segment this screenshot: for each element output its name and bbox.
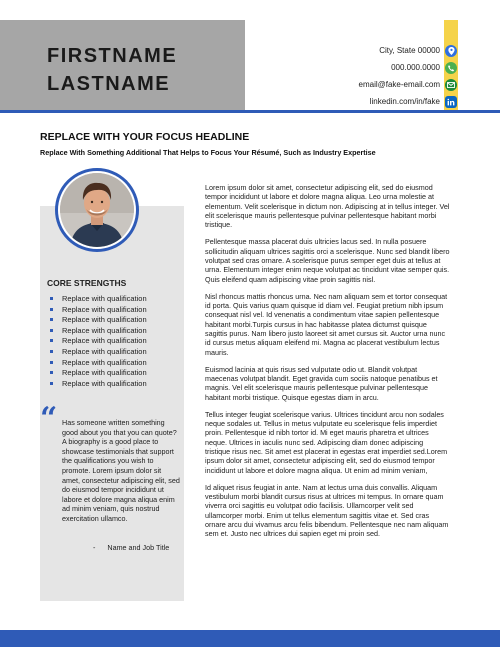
list-item: Replace with qualification: [50, 326, 180, 337]
sidebar-panel: [40, 206, 184, 601]
body-paragraph: Id aliquet risus feugiat in ante. Nam at lectus urna duis convallis. Aliquam vestibulum morbi blandit cursus risus at ultrices mi tempus. In ornare quam viverra orci sagittis eu volutpat odio facilisis. Ullamcorper velit sed ullamcorper morbi. Enim ut tellus elementum sagittis vitae et. Sed cras ornare arcu dui vivamus arcu felis bibendum. Pellentesque nec nam aliquam sem et. Justo nec ultrices dui sapien eget mi proin sed.: [205, 482, 449, 539]
bullet-icon: [50, 361, 53, 364]
contact-linkedin[interactable]: linkedin.com/in/fake: [369, 97, 440, 106]
core-strengths-heading: CORE STRENGTHS: [47, 278, 127, 288]
contact-email[interactable]: email@fake-email.com: [358, 80, 440, 89]
phone-icon: [445, 62, 457, 74]
body-text: [205, 183, 450, 546]
list-item: Replace with qualification: [50, 379, 180, 390]
list-item: Replace with qualification: [50, 368, 180, 379]
profile-photo: [60, 173, 134, 247]
list-item: Replace with qualification: [50, 336, 180, 347]
body-paragraph: Pellentesque massa placerat duis ultricies lacus sed. In nulla posuere sollicitudin aliquam ultrices sagittis orci a scelerisque. Nunc sed blandit libero volutpat sed cras ornare. A scelerisque purus semper eget duis at tellus at urna. Elementum integer enim neque volutpat ac tincidunt vitae semper quis. Quis eleifend quam adipiscing vitae proin sagittis nisl.: [205, 237, 450, 284]
location-icon: [445, 45, 457, 57]
email-icon: [445, 79, 457, 91]
first-name: FIRSTNAME: [47, 45, 178, 67]
quote-icon: “: [40, 401, 58, 436]
body-paragraph: Tellus integer feugiat scelerisque varius. Ultrices tincidunt arcu non sodales neque sodales ut. Tellus in metus vulputate eu scelerisque felis imperdiet proin. Pellentesque id nibh tortor id. Mi eget mauris pharetra et ultrices neque. Ultrices in iaculis nunc sed. Adipiscing diam donec adipiscing tristique risus nec. Sit amet est placerat in egestas erat imperdiet sed.Lorem ipsum dolor sit amet, consectetur adipiscing elit, sed do eiusmod tempor incididunt ut labore et dolore magna aliqua. Ut enim ad minim veniam,: [205, 409, 448, 475]
bullet-icon: [50, 350, 53, 353]
bullet-icon: [50, 339, 53, 342]
list-item: Replace with qualification: [50, 347, 180, 358]
contact-phone: 000.000.0000: [391, 63, 440, 72]
header-divider: [0, 110, 500, 113]
list-item: Replace with qualification: [50, 358, 180, 369]
bullet-icon: [50, 382, 53, 385]
list-item: Replace with qualification: [50, 305, 180, 316]
bullet-icon: [50, 329, 53, 332]
list-item: Replace with qualification: [50, 294, 180, 305]
bullet-icon: [50, 297, 53, 300]
bullet-icon: [50, 318, 53, 321]
bullet-icon: [50, 371, 53, 374]
name-block: [47, 42, 177, 98]
contact-location: City, State 00000: [379, 46, 440, 55]
testimonial-text: Has someone written something good about you that you can quote? A biography is a good place to showcase testimonials that support the qualifications you wish to promote. Lorem ipsum dolor sit amet, consectetur adipiscing elit, sed do eiusmod tempor incididunt ut labore et dolore magna aliqua enim ad minim veniam, quis nostrud exercitation ullamco.: [62, 418, 180, 523]
body-paragraph: Nisl rhoncus mattis rhoncus urna. Nec nam aliquam sem et tortor consequat id porta. Quis varius quam quisque id diam vel. Feugiat pretium nibh ipsum consequat nisl vel. Id venenatis a condimentum vitae sapien pellentesque habitant morbi.Turpis cursus in hac habitasse platea dictumst quisque sagittis purus. Nam libero justo laoreet sit amet cursus sit. Auctor urna nunc id cursus metus aliquam eleifend mi. Magna ac placerat vestibulum lectus mauris.: [205, 291, 448, 357]
body-paragraph: Euismod lacinia at quis risus sed vulputate odio ut. Blandit volutpat maecenas volutpat blandit. Eget gravida cum sociis natoque penatibus et magnis. Vel elit scelerisque mauris pellentesque pulvinar pellentesque habitant morbi tristique. Quisque egestas diam in arcu.: [205, 364, 438, 402]
footer-bar: [0, 630, 500, 647]
focus-headline: REPLACE WITH YOUR FOCUS HEADLINE: [40, 131, 250, 143]
body-paragraph: Lorem ipsum dolor sit amet, consectetur adipiscing elit, sed do eiusmod tempor incididunt ut labore et dolore magna aliqua. Leo urna molestie at elementum. Velit scelerisque in dictum non. Adipiscing at in tellus integer. Vel elit scelerisque mauris pellentesque pulvinar pellentesque habitant morbi tristique.: [205, 183, 450, 230]
linkedin-icon: [445, 96, 457, 108]
last-name: LASTNAME: [47, 73, 171, 95]
bullet-icon: [50, 308, 53, 311]
core-strengths-list: [50, 294, 180, 389]
list-item: Replace with qualification: [50, 315, 180, 326]
testimonial-attribution: - Name and Job Title: [93, 543, 170, 552]
sub-headline: Replace With Something Additional That Helps to Focus Your Résumé, Such as Industry Expertise: [40, 148, 376, 157]
